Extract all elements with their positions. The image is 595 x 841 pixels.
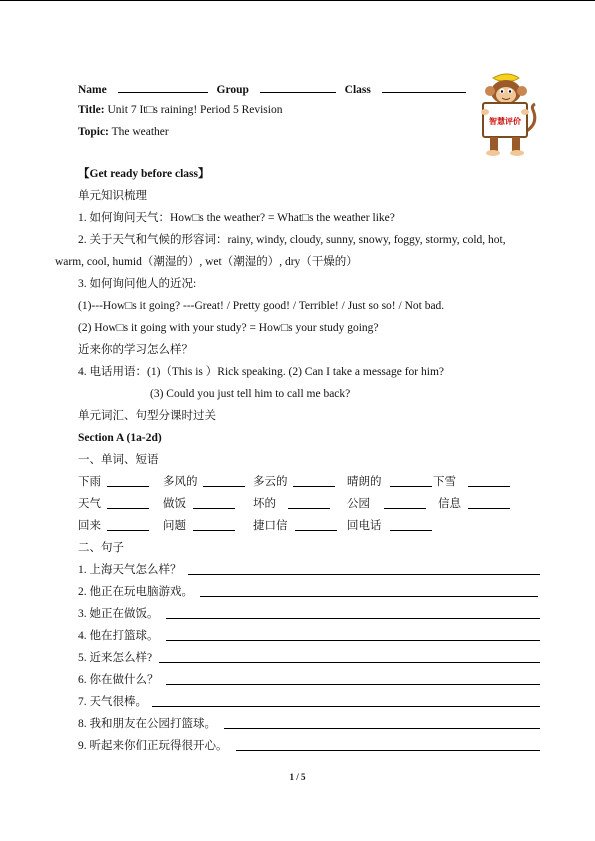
section-a-heading: Section A (1a-2d)	[78, 432, 162, 444]
sentence-item: 1. 上海天气怎么样？	[78, 564, 182, 576]
vocab-word: 下雨	[78, 476, 101, 488]
vocab-blank[interactable]	[193, 497, 235, 509]
vocab-blank[interactable]	[295, 519, 337, 531]
vocab-word: 多云的	[253, 476, 288, 488]
topic-value: The weather	[111, 126, 169, 138]
vocab-word: 晴朗的	[347, 476, 382, 488]
vocab-word: 公园	[347, 498, 370, 510]
title-value: Unit 7 It□s raining! Period 5 Revision	[107, 104, 283, 116]
vocab-word: 捷口信	[253, 520, 288, 532]
vocab-word: 坏的	[253, 498, 276, 510]
vocab-word: 下雪	[433, 476, 456, 488]
vocab-blank[interactable]	[390, 475, 432, 487]
vocab-blank[interactable]	[203, 475, 245, 487]
vocab-blank[interactable]	[107, 519, 149, 531]
vocab-blank[interactable]	[293, 475, 335, 487]
topic-line	[78, 125, 169, 139]
vocab-blank[interactable]	[107, 475, 149, 487]
sentence-item: 6. 你在做什么？	[78, 674, 159, 686]
topic-label: Topic:	[78, 126, 109, 138]
vocab-blank[interactable]	[384, 497, 426, 509]
name-row	[78, 81, 466, 97]
answer-line[interactable]	[200, 596, 538, 597]
name-label: Name	[78, 84, 107, 96]
answer-line[interactable]	[152, 706, 540, 707]
vocab-word: 回电话	[347, 520, 382, 532]
vocab-blank[interactable]	[107, 497, 149, 509]
answer-line[interactable]	[166, 618, 540, 619]
point-4: 4. 电话用语：(1)（This is ）Rick speaking. (2) Can I take a message for him?	[78, 366, 445, 378]
class-label: Class	[344, 84, 371, 96]
answer-line[interactable]	[188, 574, 540, 575]
vocab-word: 问题	[163, 520, 186, 532]
point-4-3: (3) Could you just tell him to call me back?	[150, 388, 351, 400]
group-label: Group	[216, 84, 249, 96]
section-heading: 【Get ready before class】	[78, 168, 210, 180]
sentences-heading: 二、句子	[78, 542, 124, 554]
point-1: 1. 如何询问天气：How□s the weather? = What□s the weather like?	[78, 212, 395, 224]
answer-line[interactable]	[224, 728, 540, 729]
group-blank[interactable]	[260, 81, 336, 93]
sentence-item: 9. 听起来你们正玩得很开心。	[78, 740, 228, 752]
point-3: 3. 如何询问他人的近况:	[78, 278, 197, 290]
page-number: 1 / 5	[289, 772, 306, 782]
badge-text: 智慧评价	[489, 117, 521, 126]
sentence-item: 5. 近来怎么样?	[78, 652, 153, 664]
sentence-item: 7. 天气很棒。	[78, 696, 147, 708]
point-2b: warm, cool, humid（潮湿的）, wet（潮湿的）, dry（干燥的）	[55, 256, 358, 268]
vocab-word: 天气	[78, 498, 101, 510]
vocab-blank[interactable]	[468, 475, 510, 487]
answer-line[interactable]	[166, 640, 540, 641]
vocab-word: 做饭	[163, 498, 186, 510]
vocab-blank[interactable]	[193, 519, 235, 531]
vocab-word: 多风的	[163, 476, 198, 488]
class-blank[interactable]	[382, 81, 466, 93]
title-label: Title:	[78, 104, 105, 116]
vocab-blank[interactable]	[288, 497, 330, 509]
sentence-item: 8. 我和朋友在公园打篮球。	[78, 718, 216, 730]
vocab-blank[interactable]	[468, 497, 510, 509]
title-line	[78, 103, 282, 117]
review-title: 单元知识梳理	[78, 190, 147, 202]
point-2a: 2. 关于天气和气候的形容词：rainy, windy, cloudy, sunny, snowy, foggy, stormy, cold, hot,	[78, 234, 506, 246]
top-border	[0, 0, 595, 1]
point-3-2-cn: 近来你的学习怎么样？	[78, 344, 193, 356]
monkey-mascot-image	[473, 72, 543, 160]
vocab-blank[interactable]	[390, 519, 432, 531]
answer-line[interactable]	[166, 684, 540, 685]
sentence-item: 2. 他正在玩电脑游戏。	[78, 586, 193, 598]
vocab-word: 回来	[78, 520, 101, 532]
vocab-word: 信息	[438, 498, 461, 510]
answer-line[interactable]	[236, 750, 540, 751]
name-blank[interactable]	[118, 81, 208, 93]
point-3-1: (1)---How□s it going? ---Great! / Pretty good! / Terrible! / Just so so! / Not bad.	[78, 300, 445, 312]
sentence-item: 3. 她正在做饭。	[78, 608, 159, 620]
sentence-item: 4. 他在打篮球。	[78, 630, 159, 642]
point-3-2: (2) How□s it going with your study? = How□s your study going?	[78, 322, 379, 334]
vocab-title: 单元词汇、句型分课时过关	[78, 410, 216, 422]
answer-line[interactable]	[159, 662, 540, 663]
words-heading: 一、单词、短语	[78, 454, 159, 466]
